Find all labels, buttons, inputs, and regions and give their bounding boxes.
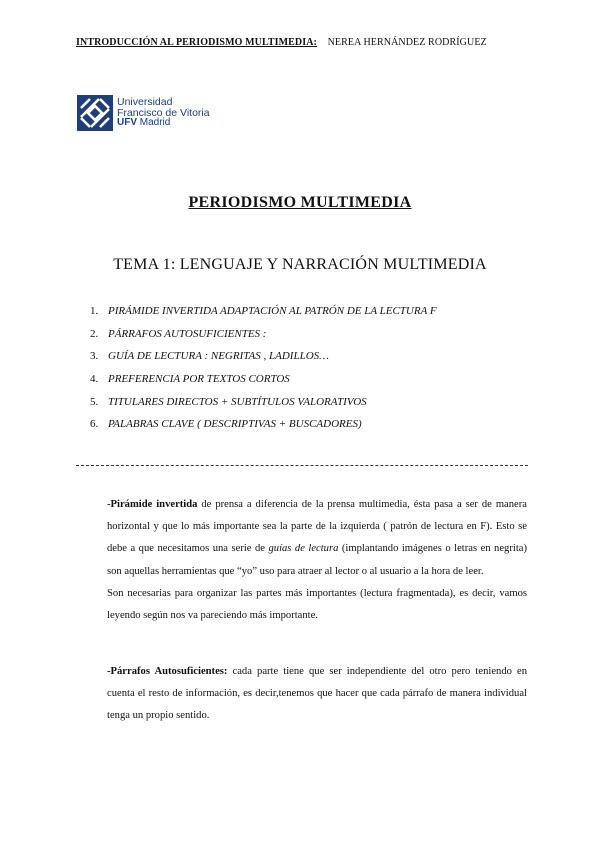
logo-text <box>117 97 210 129</box>
paragraph: Son necesarias para organizar las partes más importantes (lectura fragmentada), es decir, vamos leyendo según nos va pareciendo más importante. <box>107 587 527 622</box>
outline-text: PREFERENCIA POR TEXTOS CORTOS <box>108 373 290 386</box>
logo-line-campus <box>117 118 210 129</box>
outline-number: 6. <box>90 418 99 431</box>
outline-item <box>90 368 437 391</box>
paragraph: -Pirámide invertida de prensa a diferencia de la prensa multimedia, ésta pasa a ser de manera horizontal y que lo más importante sea la parte de la izquierda ( patrón de lectura en F). Esto se debe a que necesitamos una serie de guías de lectura (implantando imágenes o letras en negrita) son aquellas herramientas que “yo” uso para atraer al lector o al usuario a la hora de leer. <box>107 499 527 577</box>
logo-ufv: UFV <box>117 117 137 129</box>
ufv-emblem-icon <box>77 95 113 131</box>
outline-number: 4. <box>90 373 99 386</box>
topic-title: TEMA 1: LENGUAJE Y NARRACIÓN MULTIMEDIA <box>113 256 487 273</box>
outline-number: 1. <box>90 305 99 317</box>
outline-number: 3. <box>90 350 99 363</box>
outline-text: PALABRAS CLAVE ( DESCRIPTIVAS + BUSCADORES) <box>108 418 362 431</box>
outline-number: 5. <box>90 395 99 408</box>
outline-item <box>90 345 437 368</box>
logo-line-name: Francisco de Vitoria <box>117 106 210 119</box>
term-self-sufficient: -Párrafos Autosuficientes: <box>107 666 228 677</box>
outline-text: PIRÁMIDE INVERTIDA ADAPTACIÓN AL PATRÓN DE LA LECTURA F <box>108 305 437 317</box>
header-author: NEREA HERNÁNDEZ RODRÍGUEZ <box>327 37 487 48</box>
section-self-sufficient-paragraphs <box>107 661 527 728</box>
logo-madrid: Madrid <box>137 117 171 129</box>
university-logo <box>77 95 210 131</box>
outline-item <box>90 323 437 346</box>
section-divider <box>76 465 528 466</box>
paragraph: -Párrafos Autosuficientes: cada parte tiene que ser independiente del otro pero teniendo en cuenta el resto de información, es decir,tenemos que hacer que cada párrafo de manera individual tenga un propio sentido. <box>107 666 528 722</box>
outline-item <box>90 413 437 436</box>
term-reading-guides: guías de lectura <box>268 543 339 555</box>
outline-item <box>90 391 437 414</box>
outline-number: 2. <box>90 327 99 340</box>
topic-outline <box>90 300 437 436</box>
logo-line-university: Universidad <box>117 96 173 109</box>
header-course: INTRODUCCIÓN AL PERIODISMO MULTIMEDIA: <box>76 37 317 48</box>
page-header <box>76 37 487 48</box>
outline-item <box>90 300 437 323</box>
outline-text: PÁRRAFOS AUTOSUFICIENTES : <box>108 327 267 340</box>
outline-text: TITULARES DIRECTOS + SUBTÍTULOS VALORATIVOS <box>108 395 367 408</box>
document-title: PERIODISMO MULTIMEDIA <box>188 194 412 211</box>
section-inverted-pyramid <box>107 494 527 627</box>
outline-text: GUÍA DE LECTURA : NEGRITAS , LADILLOS… <box>108 350 329 363</box>
term-inverted-pyramid: -Pirámide invertida <box>107 499 198 510</box>
